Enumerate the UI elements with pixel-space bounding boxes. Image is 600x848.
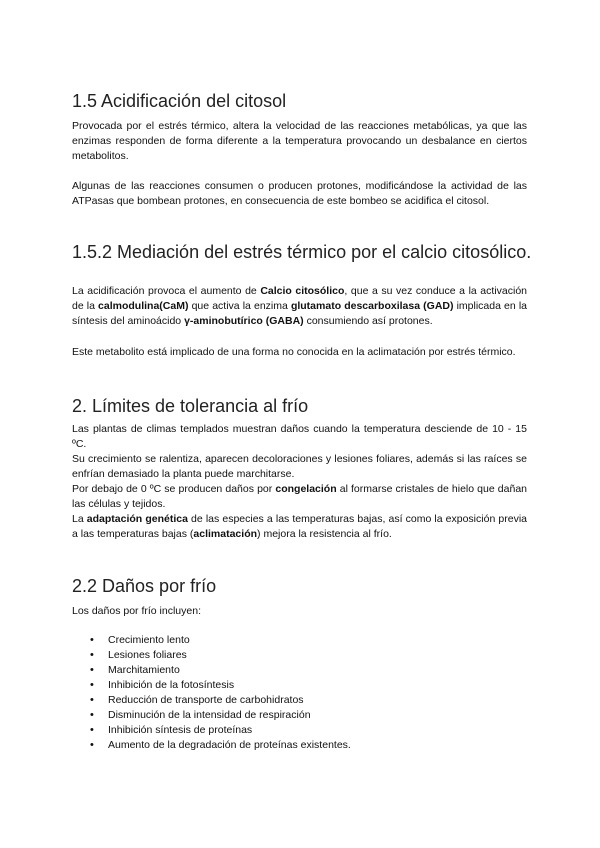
section-2-2-intro: Los daños por frío incluyen: [72,605,201,617]
list-item: • Crecimiento lento [72,633,527,648]
list-item: • Disminución de la intensidad de respiración [72,708,527,723]
section-2-paragraph-1: Las plantas de climas templados muestran daños cuando la temperatura desciende de 10 - 15 ºC. [72,423,527,450]
list-item: • Marchitamiento [72,663,527,678]
section-1-5-2-heading: 1.5.2 Mediación del estrés térmico por el calcio citosólico. [72,242,532,262]
list-item: • Inhibición síntesis de proteínas [72,723,527,738]
section-2-2-heading: 2.2 Daños por frío [72,576,217,596]
section-2-heading: 2. Límites de tolerancia al frío [72,396,309,416]
section-1-5-paragraph-2: Algunas de las reacciones consumen o producen protones, modificándose la actividad de las ATPasas que bombean protones, en consecuencia de este bombeo se acidifica el citosol. [72,180,527,207]
section-2-paragraph-4: La adaptación genética de las especies a las temperaturas bajas, así como la exposición previa a las temperaturas bajas (aclimatación) mejora la resistencia al frío. [72,513,527,540]
section-2-paragraph-2: Su crecimiento se ralentiza, aparecen decoloraciones y lesiones foliares, además si las raíces se enfrían demasiado la planta puede marchitarse. [72,453,527,480]
cold-damage-list [72,633,527,753]
section-1-5-2-paragraph-2: Este metabolito está implicado de una forma no conocida en la aclimatación por estrés térmico. [72,346,516,358]
list-item: • Inhibición de la fotosíntesis [72,678,527,693]
section-1-5-heading: 1.5 Acidificación del citosol [72,91,287,111]
section-1-5-2-paragraph-1: La acidificación provoca el aumento de Calcio citosólico, que a su vez conduce a la activación de la calmodulina(CaM) que activa la enzima glutamato descarboxilasa (GAD) implicada en la síntesis del aminoácido γ-aminobutírico (GABA) consumiendo así protones. [72,285,528,327]
list-item: • Lesiones foliares [72,648,527,663]
section-1-5-paragraph-1: Provocada por el estrés térmico, altera la velocidad de las reacciones metabólicas, ya que las enzimas responden de forma diferente a la temperatura provocando un desbalance en ciertos metabolitos. [72,120,527,162]
list-item: • Reducción de transporte de carbohidratos [72,693,527,708]
section-2-paragraph-3: Por debajo de 0 ºC se producen daños por congelación al formarse cristales de hielo que dañan las células y tejidos. [72,483,527,510]
list-item: • Aumento de la degradación de proteínas existentes. [72,738,527,753]
